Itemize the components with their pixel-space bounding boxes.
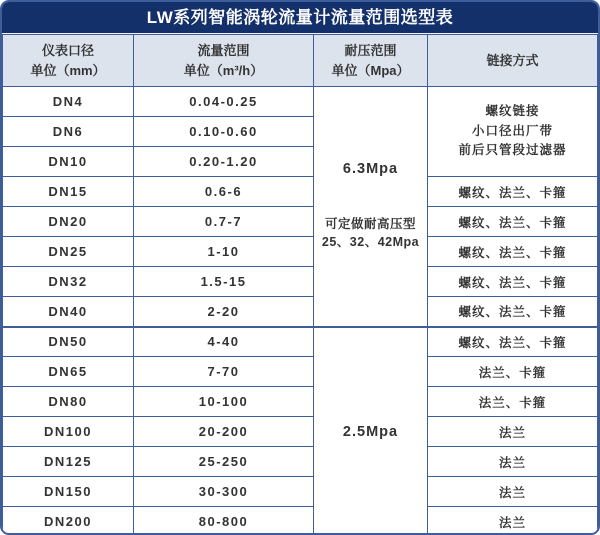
table-row [3,417,598,447]
dn-cell: DN80 [3,387,134,417]
pressure-cell-low [314,327,428,535]
flow-cell: 1-10 [134,237,314,267]
pressure-high-value: 6.3Mpa [342,160,399,177]
header-diameter-line2: 单位（mm） [30,62,106,78]
flow-cell: 80-800 [134,507,314,535]
header-connection [428,35,598,87]
pressure-high-note-line1: 可定做耐高压型 [324,216,416,231]
table-row [3,357,598,387]
connection-cell: 法兰 [428,507,598,535]
flow-cell: 2-20 [134,297,314,327]
header-flow-range [134,35,314,87]
flow-cell: 10-100 [134,387,314,417]
header-diameter [3,35,134,87]
header-flow-line2: 单位（m³/h） [183,62,264,78]
connection-cell-small-diameter [428,87,598,177]
flow-cell: 1.5-15 [134,267,314,297]
dn-cell: DN15 [3,177,134,207]
connection-cell: 法兰、卡箍 [428,357,598,387]
table-row [3,207,598,237]
flow-cell: 20-200 [134,417,314,447]
connection-small-line1: 螺纹链接 [485,104,540,119]
header-pressure-range [314,35,428,87]
table-row [3,267,598,297]
pressure-high-note [314,215,427,253]
dn-cell: DN50 [3,327,134,357]
dn-cell: DN100 [3,417,134,447]
connection-cell: 法兰、卡箍 [428,387,598,417]
dn-cell: DN32 [3,267,134,297]
dn-cell: DN40 [3,297,134,327]
flow-cell: 30-300 [134,477,314,507]
dn-cell: DN65 [3,357,134,387]
connection-cell: 法兰 [428,447,598,477]
flow-cell: 25-250 [134,447,314,477]
dn-cell: DN200 [3,507,134,535]
dn-cell: DN4 [3,87,134,117]
connection-cell: 螺纹、法兰、卡箍 [428,177,598,207]
table-row [3,87,598,117]
connection-small-line2: 小口径出厂带 [471,123,553,138]
flow-cell: 7-70 [134,357,314,387]
dn-cell: DN20 [3,207,134,237]
table-row [3,237,598,267]
table-row [3,477,598,507]
flow-cell: 0.6-6 [134,177,314,207]
connection-cell: 螺纹、法兰、卡箍 [428,207,598,237]
table-row [3,177,598,207]
header-row [3,35,598,87]
selection-table [2,34,598,535]
flow-cell: 0.20-1.20 [134,147,314,177]
flow-cell: 0.04-0.25 [134,87,314,117]
table-title: LW系列智能涡轮流量计流量范围选型表 [2,2,598,34]
dn-cell: DN25 [3,237,134,267]
connection-small-line3: 前后只管段过滤器 [458,143,567,158]
table-row [3,447,598,477]
connection-cell: 螺纹、法兰、卡箍 [428,267,598,297]
dn-cell: DN10 [3,147,134,177]
table-row [3,387,598,417]
dn-cell: DN6 [3,117,134,147]
table-row [3,327,598,357]
connection-cell: 法兰 [428,477,598,507]
connection-cell: 法兰 [428,417,598,447]
header-flow-line1: 流量范围 [197,43,250,58]
header-diameter-line1: 仪表口径 [41,43,94,58]
table-row [3,297,598,327]
table-row [3,507,598,535]
header-connection-line1: 链接方式 [486,52,539,68]
flow-cell: 4-40 [134,327,314,357]
connection-cell: 螺纹、法兰、卡箍 [428,297,598,327]
pressure-high-note-line2: 25、32、42Mpa [321,235,420,250]
pressure-low-value: 2.5Mpa [342,423,399,440]
connection-cell: 螺纹、法兰、卡箍 [428,327,598,357]
pressure-cell-high [314,87,428,327]
dn-cell: DN125 [3,447,134,477]
header-pressure-line2: 单位（Mpa） [331,62,410,78]
header-pressure-line1: 耐压范围 [344,43,397,58]
flow-cell: 0.7-7 [134,207,314,237]
flow-cell: 0.10-0.60 [134,117,314,147]
dn-cell: DN150 [3,477,134,507]
connection-cell: 螺纹、法兰、卡箍 [428,237,598,267]
